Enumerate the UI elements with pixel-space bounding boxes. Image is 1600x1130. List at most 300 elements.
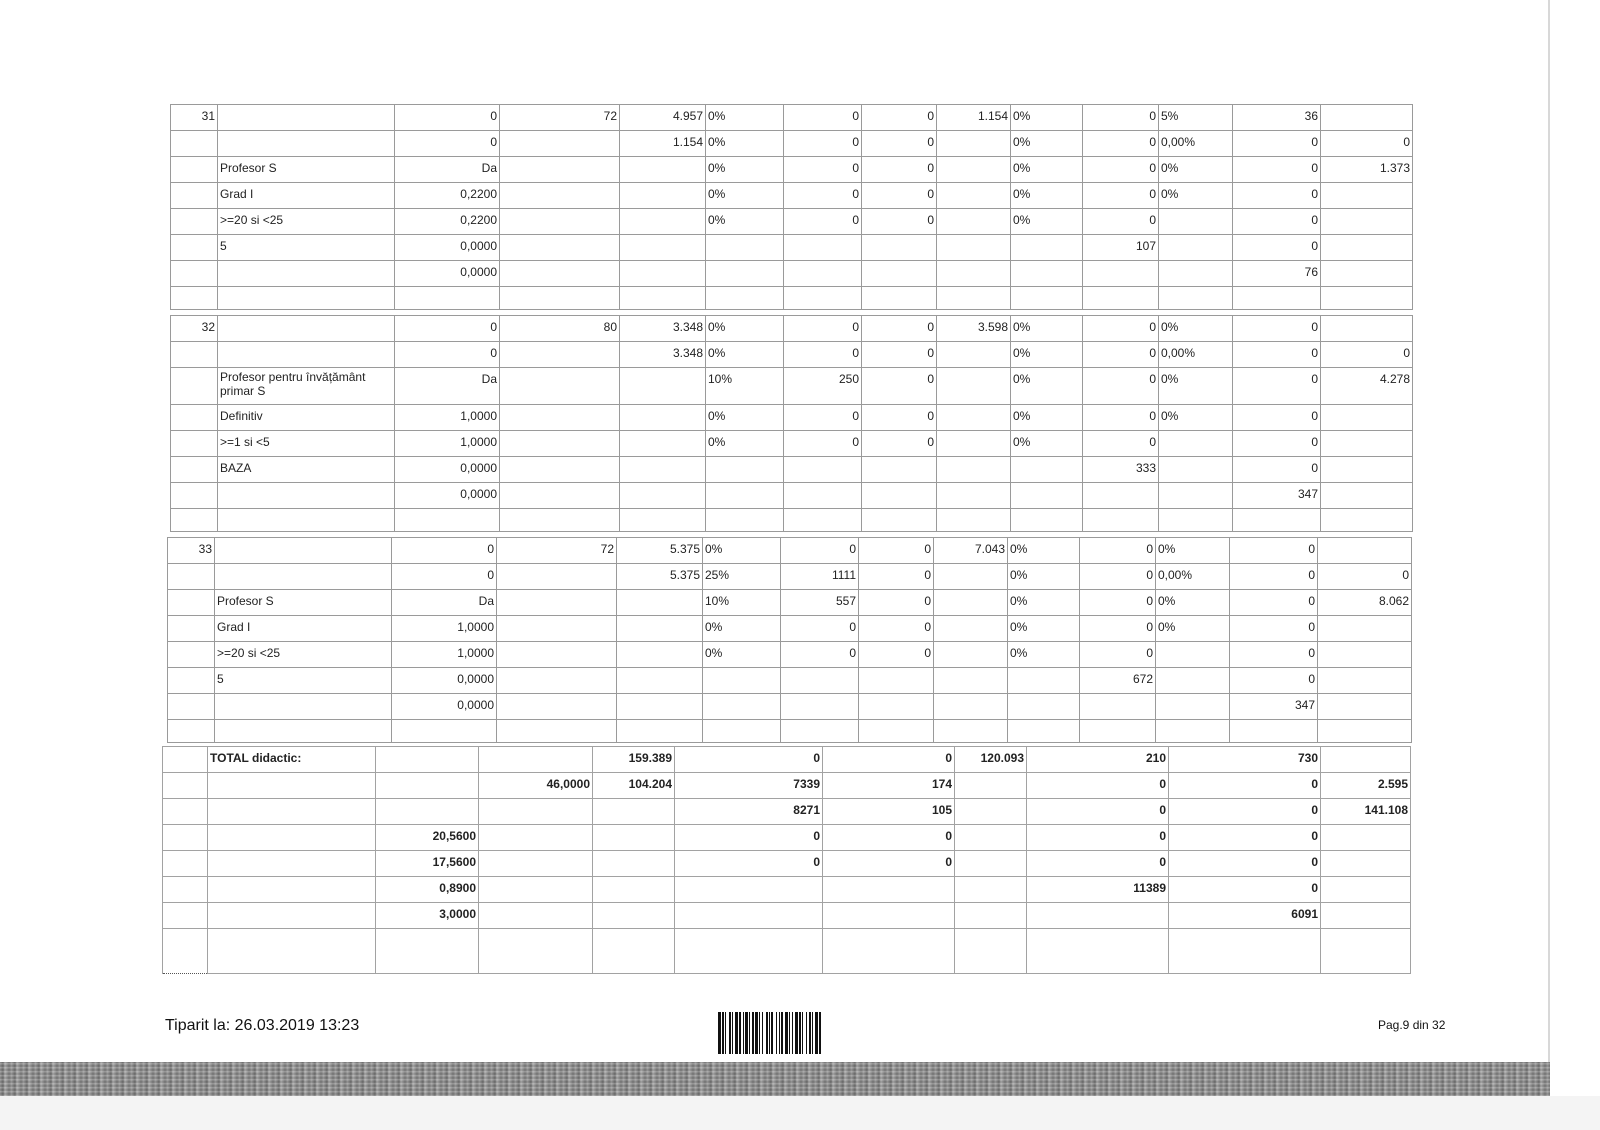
table-cell: [218, 261, 395, 287]
total-cell: 159.389: [593, 747, 675, 773]
table-cell: Definitiv: [218, 405, 395, 431]
table-cell: 0: [1083, 405, 1159, 431]
total-row: [163, 929, 1411, 974]
table-cell: [706, 235, 784, 261]
total-cell: [593, 825, 675, 851]
total-cell: [163, 877, 208, 903]
table-row: [168, 720, 1412, 743]
total-cell: [208, 877, 376, 903]
table-cell: 0,0000: [395, 235, 500, 261]
table-cell: 5.375: [617, 538, 703, 564]
table-cell: 0%: [1011, 183, 1083, 209]
table-cell: [781, 694, 859, 720]
table-cell: 0%: [1008, 538, 1080, 564]
table-cell: 3.598: [937, 316, 1011, 342]
total-cell: [675, 929, 823, 974]
table-cell: 32: [171, 316, 218, 342]
table-cell: [617, 590, 703, 616]
total-cell: 7339: [675, 773, 823, 799]
table-cell: 1.154: [620, 131, 706, 157]
table-cell: [215, 720, 392, 743]
table-cell: 0: [1083, 131, 1159, 157]
table-cell: 0: [1233, 368, 1321, 405]
table-cell: [937, 431, 1011, 457]
table-cell: 0%: [706, 183, 784, 209]
total-cell: 0: [1027, 825, 1169, 851]
table-cell: [1083, 261, 1159, 287]
total-cell: [376, 799, 479, 825]
page-number: Pag.9 din 32: [1378, 1018, 1446, 1032]
table-cell: 0%: [1159, 316, 1233, 342]
table-cell: 0%: [1011, 368, 1083, 405]
total-cell: [955, 877, 1027, 903]
table-cell: 0: [862, 431, 937, 457]
table-cell: [937, 342, 1011, 368]
total-cell: [208, 903, 376, 929]
table-cell: [1008, 720, 1080, 743]
total-row: [163, 903, 1411, 929]
table-cell: [171, 287, 218, 310]
table-row: [171, 405, 1413, 431]
table-cell: [1156, 642, 1230, 668]
table-cell: 5: [215, 668, 392, 694]
table-row: [171, 509, 1413, 532]
table-cell: [1011, 261, 1083, 287]
table-cell: [171, 405, 218, 431]
table-cell: 0: [1321, 131, 1413, 157]
table-cell: 0: [1233, 342, 1321, 368]
table-cell: 0: [1233, 131, 1321, 157]
table-cell: [1233, 287, 1321, 310]
table-cell: 250: [784, 368, 862, 405]
total-cell: [1321, 929, 1411, 974]
table-cell: 0: [1321, 342, 1413, 368]
table-cell: [1080, 694, 1156, 720]
table-cell: 0: [392, 538, 497, 564]
table-cell: 0: [1083, 368, 1159, 405]
table-cell: [500, 261, 620, 287]
table-cell: [620, 483, 706, 509]
table-cell: [706, 261, 784, 287]
table-cell: [617, 694, 703, 720]
table-cell: 0: [392, 564, 497, 590]
table-cell: BAZA: [218, 457, 395, 483]
total-cell: [955, 851, 1027, 877]
total-cell: [208, 825, 376, 851]
table-cell: [1011, 483, 1083, 509]
table-cell: [1318, 668, 1412, 694]
table-cell: [1156, 720, 1230, 743]
total-cell: [1321, 825, 1411, 851]
table-cell: [1318, 720, 1412, 743]
table-cell: 0: [1080, 590, 1156, 616]
table-row: [171, 457, 1413, 483]
table-cell: [215, 564, 392, 590]
barcode-icon: [718, 1012, 916, 1054]
table-cell: [784, 483, 862, 509]
total-cell: [163, 903, 208, 929]
total-cell: 0: [1169, 773, 1321, 799]
table-cell: [1083, 509, 1159, 532]
total-cell: 8271: [675, 799, 823, 825]
printed-timestamp: Tiparit la: 26.03.2019 13:23: [165, 1017, 360, 1034]
total-cell: 141.108: [1321, 799, 1411, 825]
total-cell: [163, 851, 208, 877]
table-cell: 4.957: [620, 105, 706, 131]
table-cell: 1,0000: [392, 616, 497, 642]
total-cell: [208, 773, 376, 799]
table-cell: 0: [395, 316, 500, 342]
table-cell: [706, 509, 784, 532]
table-cell: [500, 368, 620, 405]
table-cell: [1321, 457, 1413, 483]
total-cell: [593, 929, 675, 974]
table-cell: [1011, 235, 1083, 261]
table-cell: 0: [784, 209, 862, 235]
table-cell: [617, 616, 703, 642]
table-row: [168, 616, 1412, 642]
table-row: [171, 131, 1413, 157]
total-cell: [955, 773, 1027, 799]
table-cell: [784, 509, 862, 532]
table-cell: 7.043: [934, 538, 1008, 564]
total-cell: 0: [823, 825, 955, 851]
table-cell: [218, 131, 395, 157]
table-cell: [617, 642, 703, 668]
table-cell: [620, 457, 706, 483]
total-cell: [593, 799, 675, 825]
table-cell: [168, 668, 215, 694]
table-cell: 0: [862, 157, 937, 183]
table-cell: 0,0000: [395, 457, 500, 483]
table-cell: [1321, 105, 1413, 131]
table-cell: 0%: [1008, 616, 1080, 642]
record-block-33: [167, 537, 1412, 743]
total-cell: 0: [1169, 851, 1321, 877]
total-cell: 0: [675, 825, 823, 851]
total-cell: 104.204: [593, 773, 675, 799]
table-cell: 0%: [1011, 405, 1083, 431]
total-cell: 0: [1027, 851, 1169, 877]
table-cell: Da: [395, 368, 500, 405]
table-cell: Da: [392, 590, 497, 616]
table-cell: [218, 509, 395, 532]
table-cell: [706, 483, 784, 509]
total-cell: 210: [1027, 747, 1169, 773]
total-cell: 174: [823, 773, 955, 799]
table-cell: [1156, 668, 1230, 694]
table-cell: 0: [862, 183, 937, 209]
table-cell: 0,0000: [395, 261, 500, 287]
table-cell: [500, 405, 620, 431]
total-cell: [955, 825, 1027, 851]
table-cell: 76: [1233, 261, 1321, 287]
table-cell: 0: [1083, 183, 1159, 209]
total-cell: 0: [1169, 877, 1321, 903]
table-cell: [937, 131, 1011, 157]
table-cell: [168, 720, 215, 743]
table-cell: 0: [784, 342, 862, 368]
total-cell: [955, 903, 1027, 929]
table-cell: [215, 538, 392, 564]
table-cell: 0,0000: [395, 483, 500, 509]
table-cell: 0: [862, 405, 937, 431]
table-cell: [937, 157, 1011, 183]
table-cell: 0: [1230, 616, 1318, 642]
table-cell: [497, 616, 617, 642]
table-cell: [171, 209, 218, 235]
table-cell: [1321, 287, 1413, 310]
total-cell: [823, 903, 955, 929]
table-cell: [168, 590, 215, 616]
table-cell: [1321, 431, 1413, 457]
total-row: [163, 877, 1411, 903]
table-cell: [937, 483, 1011, 509]
total-cell: 6091: [1169, 903, 1321, 929]
table-cell: 10%: [703, 590, 781, 616]
total-cell: [1321, 903, 1411, 929]
total-cell: 0: [823, 747, 955, 773]
table-cell: Da: [395, 157, 500, 183]
table-cell: 0: [784, 183, 862, 209]
table-row: [168, 668, 1412, 694]
total-cell: [593, 877, 675, 903]
table-cell: 0,00%: [1159, 131, 1233, 157]
table-cell: [497, 642, 617, 668]
total-cell: [479, 851, 593, 877]
total-row: [163, 773, 1411, 799]
total-cell: [1169, 929, 1321, 974]
table-cell: 0,0000: [392, 694, 497, 720]
table-cell: [862, 483, 937, 509]
table-cell: 0: [1230, 564, 1318, 590]
table-cell: [218, 483, 395, 509]
table-cell: 72: [500, 105, 620, 131]
table-cell: [934, 668, 1008, 694]
table-cell: 0: [1233, 183, 1321, 209]
table-cell: 1,0000: [392, 642, 497, 668]
table-cell: 3.348: [620, 342, 706, 368]
table-cell: 0%: [1156, 538, 1230, 564]
table-cell: 0%: [1156, 590, 1230, 616]
table-cell: 0: [1233, 235, 1321, 261]
table-cell: 0: [784, 431, 862, 457]
total-cell: 11389: [1027, 877, 1169, 903]
table-cell: 0%: [1159, 368, 1233, 405]
total-cell: 0: [1169, 799, 1321, 825]
total-cell: [593, 903, 675, 929]
scan-border-texture: [0, 1062, 1550, 1096]
table-cell: Profesor S: [218, 157, 395, 183]
table-cell: [862, 457, 937, 483]
table-cell: 0: [1083, 316, 1159, 342]
total-cell: 17,5600: [376, 851, 479, 877]
table-cell: [703, 694, 781, 720]
table-cell: [617, 720, 703, 743]
table-cell: [500, 287, 620, 310]
table-cell: 0: [1318, 564, 1412, 590]
table-cell: 0%: [1011, 131, 1083, 157]
total-cell: 0: [675, 851, 823, 877]
table-cell: 0%: [1008, 642, 1080, 668]
total-cell: [163, 773, 208, 799]
table-cell: 1.373: [1321, 157, 1413, 183]
table-cell: 1.154: [937, 105, 1011, 131]
table-cell: [620, 368, 706, 405]
table-cell: [937, 209, 1011, 235]
table-row: [171, 209, 1413, 235]
table-cell: 0%: [706, 131, 784, 157]
table-cell: 0: [781, 538, 859, 564]
table-cell: 0%: [703, 642, 781, 668]
table-cell: [500, 483, 620, 509]
record-block-31: [170, 104, 1413, 310]
table-cell: 0%: [1159, 157, 1233, 183]
table-cell: [1318, 616, 1412, 642]
total-cell: [163, 929, 208, 974]
total-cell: [1027, 929, 1169, 974]
table-cell: [168, 616, 215, 642]
total-row: [163, 747, 1411, 773]
table-cell: 80: [500, 316, 620, 342]
total-cell: 0: [675, 747, 823, 773]
table-cell: [784, 235, 862, 261]
table-cell: 0: [784, 105, 862, 131]
total-cell: 0: [1169, 825, 1321, 851]
table-cell: [1318, 538, 1412, 564]
table-cell: [497, 590, 617, 616]
table-cell: 0: [862, 316, 937, 342]
table-cell: >=1 si <5: [218, 431, 395, 457]
table-cell: [500, 431, 620, 457]
table-cell: 0: [784, 316, 862, 342]
table-row: [171, 342, 1413, 368]
table-row: [171, 316, 1413, 342]
table-cell: [171, 235, 218, 261]
table-cell: 0: [862, 209, 937, 235]
table-cell: [620, 287, 706, 310]
table-cell: 0: [395, 131, 500, 157]
table-cell: 0%: [706, 157, 784, 183]
table-cell: 0: [1230, 642, 1318, 668]
table-cell: 0%: [1008, 564, 1080, 590]
table-cell: [781, 720, 859, 743]
table-cell: 0,0000: [392, 668, 497, 694]
total-cell: [955, 929, 1027, 974]
table-row: [171, 183, 1413, 209]
table-cell: [168, 564, 215, 590]
table-cell: [168, 642, 215, 668]
table-row: [171, 157, 1413, 183]
table-cell: 0,00%: [1159, 342, 1233, 368]
table-cell: [497, 668, 617, 694]
table-cell: [1159, 509, 1233, 532]
table-cell: 347: [1230, 694, 1318, 720]
table-cell: 10%: [706, 368, 784, 405]
table-cell: 0: [1230, 538, 1318, 564]
table-cell: [1321, 261, 1413, 287]
table-cell: 0%: [706, 105, 784, 131]
total-cell: [1321, 851, 1411, 877]
table-cell: 0%: [706, 405, 784, 431]
table-cell: [1321, 509, 1413, 532]
table-cell: [937, 235, 1011, 261]
table-cell: [1321, 316, 1413, 342]
table-cell: [218, 287, 395, 310]
table-cell: [1011, 457, 1083, 483]
total-cell: 46,0000: [479, 773, 593, 799]
table-cell: 0: [1230, 668, 1318, 694]
total-cell: 2.595: [1321, 773, 1411, 799]
table-cell: 0: [1083, 105, 1159, 131]
table-cell: 0%: [1011, 342, 1083, 368]
table-cell: 347: [1233, 483, 1321, 509]
table-cell: >=20 si <25: [215, 642, 392, 668]
table-cell: [784, 457, 862, 483]
table-cell: [937, 457, 1011, 483]
total-cell: [955, 799, 1027, 825]
table-cell: 0: [784, 405, 862, 431]
total-didactic-table: [162, 746, 1411, 974]
table-cell: [859, 668, 934, 694]
table-cell: 0: [1230, 590, 1318, 616]
total-cell: [675, 877, 823, 903]
total-cell: [376, 929, 479, 974]
table-cell: [1083, 287, 1159, 310]
table-cell: [617, 668, 703, 694]
table-cell: [1159, 287, 1233, 310]
table-cell: Grad I: [215, 616, 392, 642]
table-cell: [703, 720, 781, 743]
table-cell: 0: [1080, 642, 1156, 668]
table-cell: [1318, 642, 1412, 668]
table-cell: 33: [168, 538, 215, 564]
total-cell: 3,0000: [376, 903, 479, 929]
total-cell: [163, 799, 208, 825]
table-row: [171, 431, 1413, 457]
table-cell: [1230, 720, 1318, 743]
total-cell: 0: [823, 851, 955, 877]
total-cell: 0: [1027, 773, 1169, 799]
table-row: [171, 105, 1413, 131]
table-cell: [934, 590, 1008, 616]
total-cell: [593, 851, 675, 877]
table-cell: 0%: [1011, 209, 1083, 235]
table-cell: 0: [859, 642, 934, 668]
table-cell: 0: [781, 616, 859, 642]
record-block-32: [170, 315, 1413, 532]
table-cell: 1,0000: [395, 431, 500, 457]
table-cell: [500, 183, 620, 209]
table-cell: 0: [1083, 157, 1159, 183]
total-cell: 0,8900: [376, 877, 479, 903]
total-cell: [1321, 877, 1411, 903]
table-cell: 25%: [703, 564, 781, 590]
table-cell: 0: [395, 105, 500, 131]
table-cell: [218, 316, 395, 342]
table-cell: 5%: [1159, 105, 1233, 131]
table-cell: 557: [781, 590, 859, 616]
table-cell: [500, 209, 620, 235]
total-cell: [479, 825, 593, 851]
total-row: [163, 825, 1411, 851]
table-cell: 1111: [781, 564, 859, 590]
table-cell: 0%: [706, 209, 784, 235]
table-cell: 0: [1233, 457, 1321, 483]
table-cell: 0: [1080, 616, 1156, 642]
total-cell: [163, 825, 208, 851]
total-row: [163, 799, 1411, 825]
